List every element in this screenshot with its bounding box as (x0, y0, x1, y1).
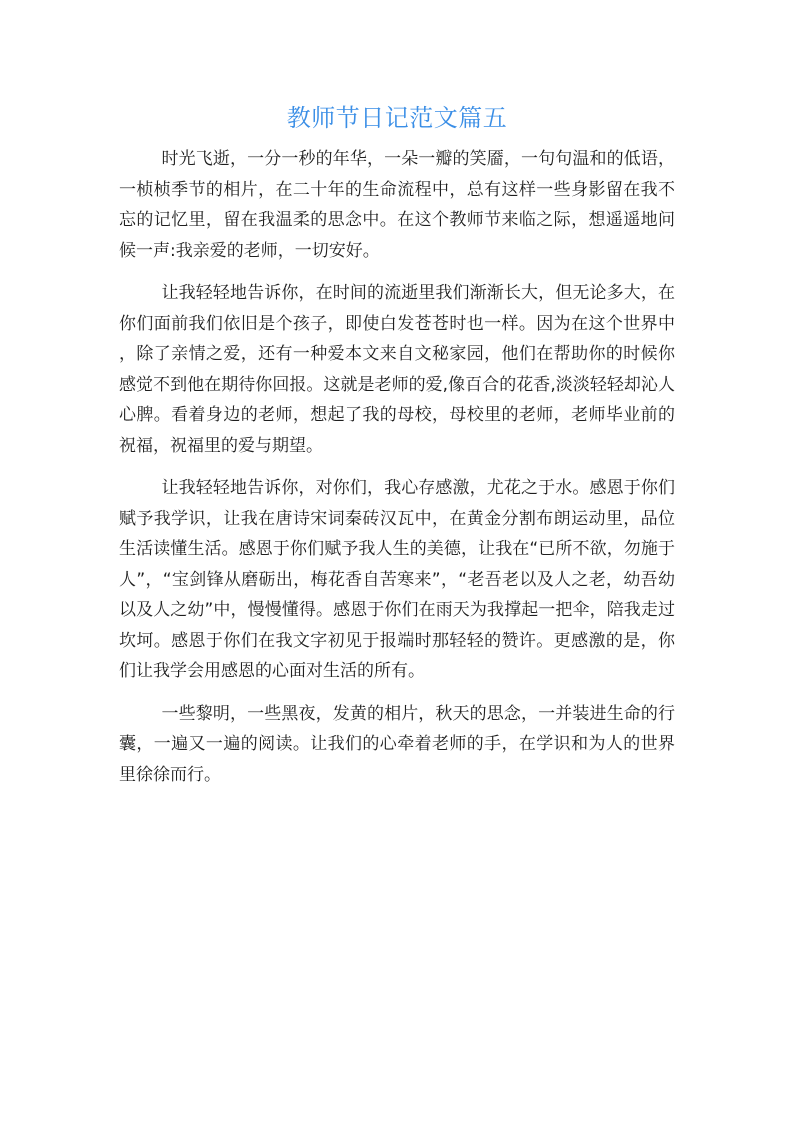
paragraph-2: 让我轻轻地告诉你，在时间的流逝里我们渐渐长大，但无论多大，在你们面前我们依旧是个孩子，即使白发苍苍时也一样。因为在这个世界中，除了亲情之爱，还有一种爱本文来自文秘家园，他们在帮助你的时候你感觉不到他在期待你回报。这就是老师的爱,像百合的花香,淡淡轻轻却沁人心脾。看着身边的老师，想起了我的母校，母校里的老师，老师毕业前的祝福，祝福里的爱与期望。 (119, 283, 675, 456)
paragraph-3: 让我轻轻地告诉你，对你们，我心存感激，尤花之于水。感恩于你们赋予我学识，让我在唐诗宋词秦砖汉瓦中，在黄金分割布朗运动里，品位生活读懂生活。感恩于你们赋予我人生的美德，让我在“已所不欲，勿施于人”，“宝剑锋从磨砺出，梅花香自苦寒来”，“老吾老以及人之老，幼吾幼以及人之幼”中，慢慢懂得。感恩于你们在雨天为我撑起一把伞，陪我走过坎坷。感恩于你们在我文字初见于报端时那轻轻的赞许。更感激的是，你们让我学会用感恩的心面对生活的所有。 (119, 478, 675, 681)
article-body (119, 144, 675, 802)
paragraph-4: 一些黎明，一些黑夜，发黄的相片，秋天的思念，一并装进生命的行囊，一遍又一遍的阅读。让我们的心牵着老师的手，在学识和为人的世界里徐徐而行。 (119, 703, 675, 785)
page-title: 教师节日记范文篇五 (286, 104, 508, 132)
paragraph-1: 时光飞逝，一分一秒的年华，一朵一瓣的笑靥，一句句温和的低语，一桢桢季节的相片，在二十年的生命流程中，总有这样一些身影留在我不忘的记忆里，留在我温柔的思念中。在这个教师节来临之际，想遥遥地问候一声:我亲爱的老师，一切安好。 (119, 149, 675, 261)
